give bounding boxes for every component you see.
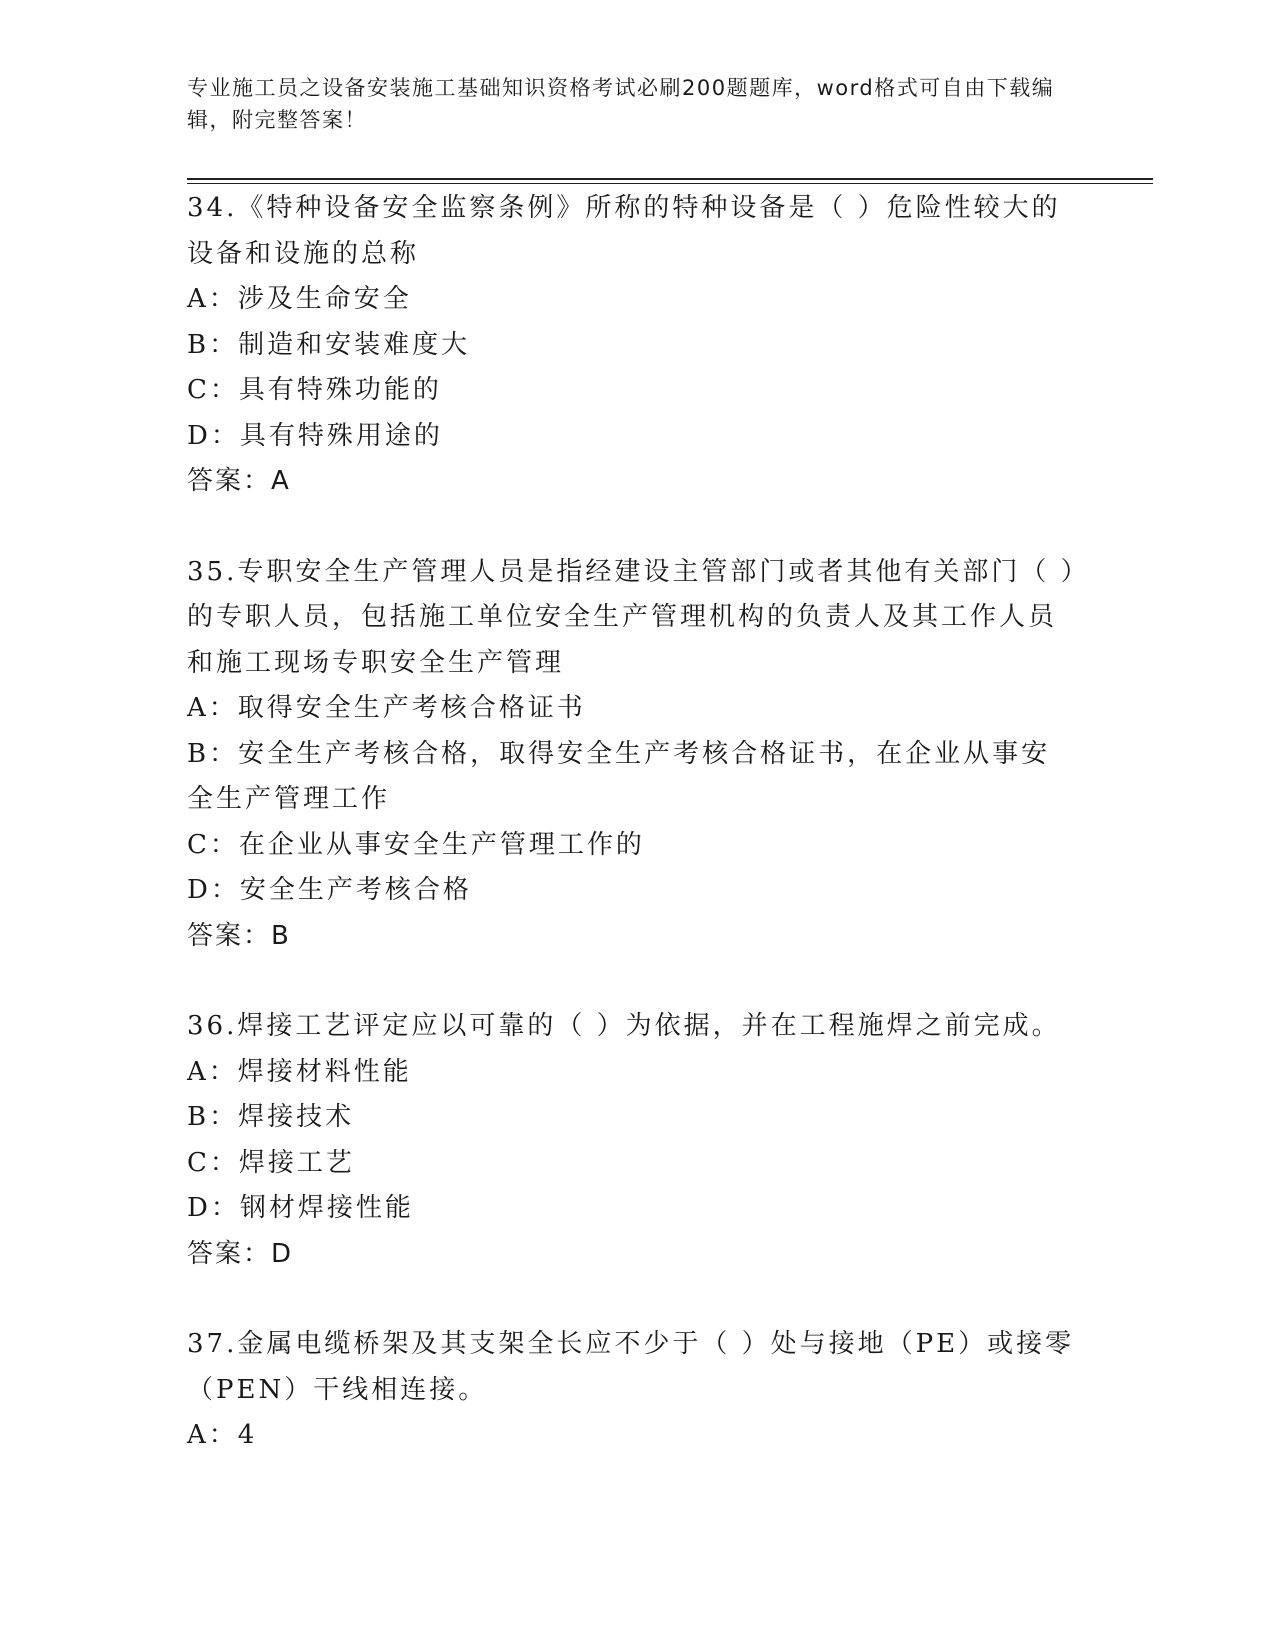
question-35 <box>187 550 1077 960</box>
option-c: C：具有特殊功能的 <box>187 375 442 405</box>
option-d: D：具有特殊用途的 <box>187 420 443 451</box>
header-rule <box>187 178 1153 184</box>
header-rule-thin <box>187 183 1153 184</box>
question-stem: 35.专职安全生产管理人员是指经建设主管部门或者其他有关部门（ ）的专职人员，包括施工单位安全生产管理机构的负责人及其工作人员和施工现场专职安全生产管理 <box>187 556 1077 678</box>
option-d: D：钢材焊接性能 <box>187 1193 414 1223</box>
question-list <box>187 186 1077 1504</box>
option-a: A：取得安全生产考核合格证书 <box>187 693 586 723</box>
answer: 答案：A <box>187 466 291 496</box>
option-b: B：制造和安装难度大 <box>187 329 471 360</box>
question-stem: 36.焊接工艺评定应以可靠的（ ）为依据，并在工程施焊之前完成。 <box>187 1011 1061 1041</box>
question-stem: 37.金属电缆桥架及其支架全长应不少于（ ）处与接地（PE）或接零（PEN）干线相连接。 <box>187 1329 1075 1405</box>
question-34 <box>187 186 1077 505</box>
header-text: 专业施工员之设备安装施工基础知识资格考试必刷200题题库，word格式可自由下载编辑，附完整答案！ <box>187 76 1055 132</box>
option-b: B：焊接技术 <box>187 1102 355 1132</box>
option-a: A：涉及生命安全 <box>187 284 412 314</box>
option-c: C：在企业从事安全生产管理工作的 <box>187 829 645 860</box>
header-rule-thick <box>187 178 1153 180</box>
question-stem: 34.《特种设备安全监察条例》所称的特种设备是（ ）危险性较大的设备和设施的总称 <box>187 193 1061 269</box>
document-header <box>187 72 1067 136</box>
option-c: C：焊接工艺 <box>187 1147 355 1178</box>
answer: 答案：D <box>187 1238 294 1269</box>
answer: 答案：B <box>187 920 291 951</box>
question-36 <box>187 1004 1077 1277</box>
option-a: A：4 <box>187 1420 258 1450</box>
option-d: D：安全生产考核合格 <box>187 875 472 905</box>
question-37 <box>187 1322 1077 1459</box>
option-b: B：安全生产考核合格，取得安全生产考核合格证书，在企业从事安全生产管理工作 <box>187 738 1051 814</box>
option-a: A：焊接材料性能 <box>187 1056 412 1087</box>
